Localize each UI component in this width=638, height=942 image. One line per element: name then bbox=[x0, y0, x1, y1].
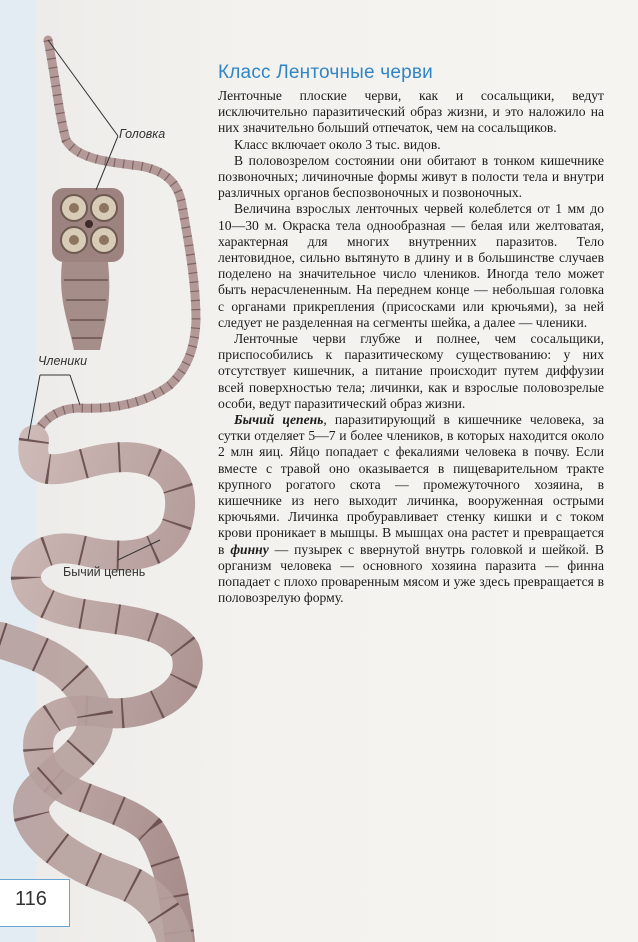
paragraph-text: , паразитирующий в кишечнике человека, за сутки отделяет 5—7 и более члеников, в которых находится около 2 млн яиц. Яйцо попадает с фекалиями человека в почву. Если вместе с травой оно оказывается в пищеварительном тракте крупного рогатого скота — промежуточного хозяина, в кишечнике из него выходит личинка, вооруженная острыми крючьями. Личинка пробуравливает стенку кишки и с током крови проникает в мышцы. В мышцах она растет и превращается в bbox=[218, 412, 604, 557]
paragraph bbox=[218, 412, 604, 606]
label-head: Головка bbox=[119, 127, 166, 141]
paragraph: Ленточные черви глубже и полнее, чем сосальщики, приспособились к паразитическому существованию: у них отсутствует кишечник, а питание происходит путем диффузии всей поверхностью тела; личинки, как и взрослые половозрелые особи, ведут паразитический образ жизни. bbox=[218, 331, 604, 411]
paragraph: Ленточные плоские черви, как и сосальщики, ведут исключительно паразитический образ жизни, и это наложило на них значительно больший отпечаток, чем на сосальщиков. bbox=[218, 88, 604, 136]
body-text bbox=[218, 88, 604, 607]
paragraph: Величина взрослых ленточных червей колеблется от 1 мм до 10—30 м. Окраска тела однообразная — белая или желтоватая, характерная для многих внутренних паразитов. Тело лентовидное, сильно вытянуто в длину и в большинстве случаев поделено на значительное число члеников. Иногда тело может быть нерасчлененным. На переднем конце — небольшая головка с органами прикрепления (присосками или крючьями), за ней следует не разделенная на сегменты шейка, а далее — членики. bbox=[218, 201, 604, 330]
term-beef-tapeworm: Бычий цепень bbox=[234, 412, 324, 428]
paragraph: В половозрелом состоянии они обитают в тонком кишечнике позвоночных; личиночные формы живут в полости тела и внутри различных органов беспозвоночных и позвоночных. bbox=[218, 152, 604, 201]
paragraph: Класс включает около 3 тыс. видов. bbox=[234, 136, 441, 152]
section-heading: Класс Ленточные черви bbox=[218, 62, 433, 83]
scolex-enlarged bbox=[52, 188, 124, 350]
page-number: 116 bbox=[15, 888, 47, 910]
label-segments: Членики bbox=[38, 354, 88, 368]
tapeworm-illustration bbox=[0, 0, 215, 942]
term-finna: финну bbox=[230, 541, 269, 557]
label-species: Бычий цепень bbox=[63, 565, 146, 579]
paragraph-text: — пузырек с ввернутой внутрь головкой и шейкой. В организм человека — основного хозяина паразита — финна попадает с плохо проваренным мясом и уже здесь превращается в половозрелую форму. bbox=[218, 541, 604, 606]
